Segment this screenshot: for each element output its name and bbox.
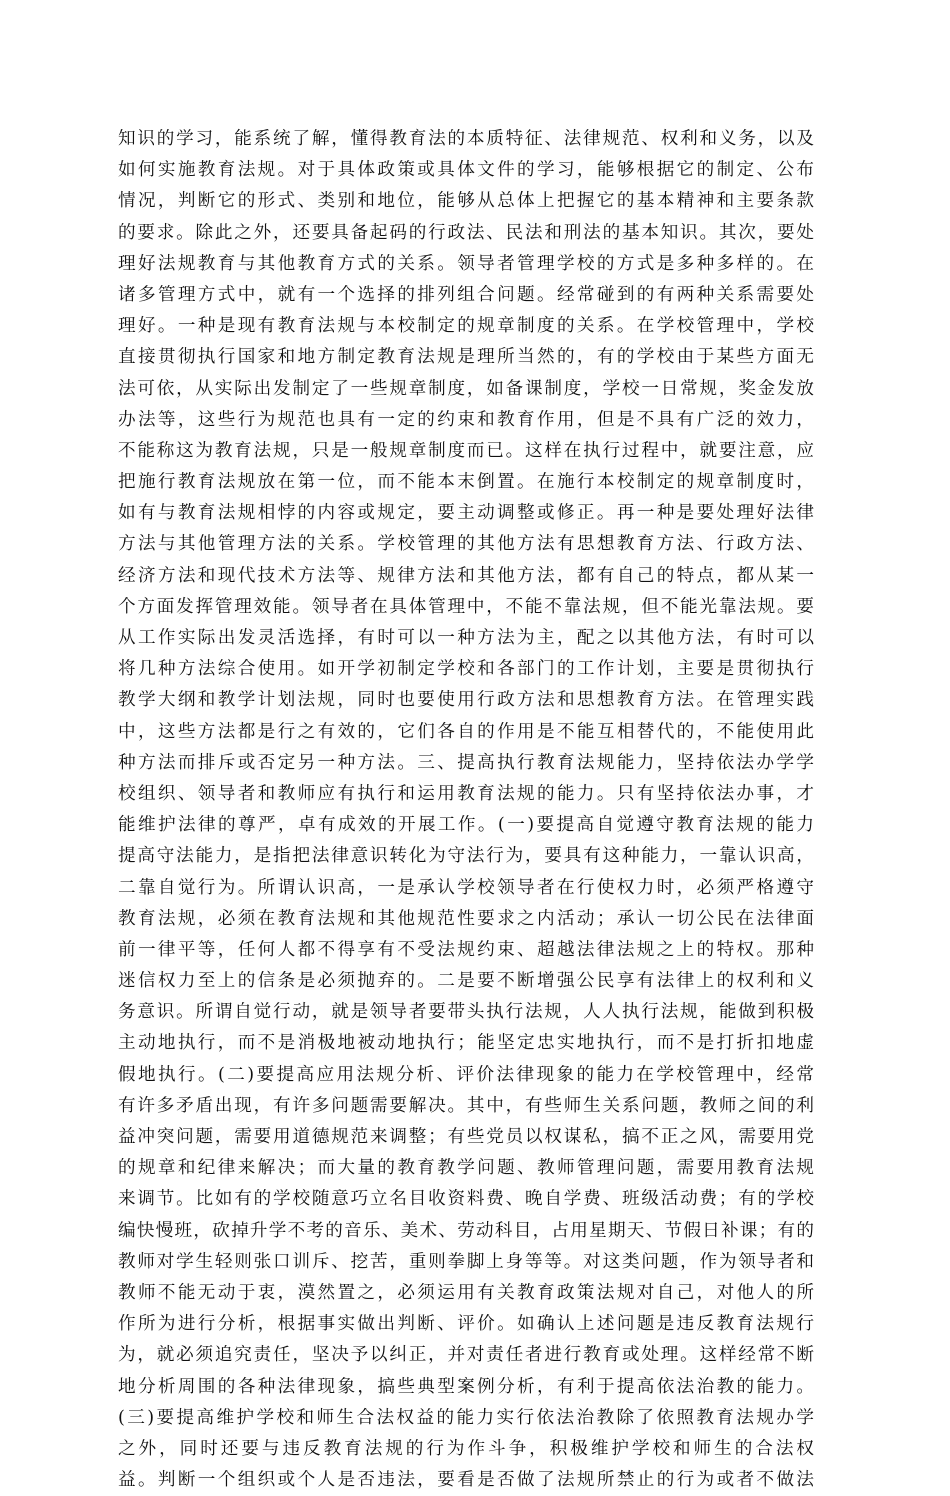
text-line: 理好。一种是现有教育法规与本校制定的规章制度的关系。在学校管理中，学校 (118, 316, 814, 337)
text-line: 益冲突问题，需要用道德规范来调整；有些党员以权谋私，搞不正之风，需要用党 (118, 1127, 814, 1147)
text-line: 不能称这为教育法规，只是一般规章制度而已。这样在执行过程中，就要注意，应 (118, 440, 814, 461)
text-line: 种方法而排斥或否定另一种方法。三、提高执行教育法规能力，坚持依法办学学 (118, 752, 814, 773)
text-line: 方法与其他管理方法的关系。学校管理的其他方法有思想教育方法、行政方法、 (118, 534, 814, 555)
text-line: 如有与教育法规相悖的内容或规定，要主动调整或修正。再一种是要处理好法律 (118, 503, 814, 524)
text-line: 中，这些方法都是行之有效的，它们各自的作用是不能互相替代的，不能使用此 (118, 721, 814, 742)
text-line: 教育法规，必须在教育法规和其他规范性要求之内活动；承认一切公民在法律面 (118, 908, 814, 929)
text-line: 主动地执行，而不是消极地被动地执行；能坚定忠实地执行，而不是打折扣地虚 (118, 1033, 814, 1054)
text-line: 的要求。除此之外，还要具备起码的行政法、民法和刑法的基本知识。其次，要处 (118, 222, 814, 243)
text-line: 将几种方法综合使用。如开学初制定学校和各部门的工作计划，主要是贯彻执行 (118, 659, 814, 680)
text-line: 理好法规教育与其他教育方式的关系。领导者管理学校的方式是多种多样的。在 (118, 253, 814, 274)
text-line: 二靠自觉行为。所谓认识高，一是承认学校领导者在行使权力时，必须严格遵守 (118, 877, 814, 898)
text-line: 为，就必须追究责任，坚决予以纠正，并对责任者进行教育或处理。这样经常不断 (118, 1345, 814, 1366)
text-line: 办法等，这些行为规范也具有一定的约束和教育作用，但是不具有广泛的效力， (118, 409, 814, 430)
text-line: 把施行教育法规放在第一位，而不能本末倒置。在施行本校制定的规章制度时， (118, 472, 814, 493)
text-line: 有许多矛盾出现，有许多问题需要解决。其中，有些师生关系问题，教师之间的利 (118, 1095, 814, 1116)
text-line: 如何实施教育法规。对于具体政策或具体文件的学习，能够根据它的制定、公布 (118, 160, 814, 181)
text-line: 从工作实际出发灵活选择，有时可以一种方法为主，配之以其他方法，有时可以 (118, 628, 814, 648)
text-line: 务意识。所谓自觉行动，就是领导者要带头执行法规，人人执行法规，能做到积极 (118, 1002, 814, 1023)
text-line: 地分析周围的各种法律现象，搞些典型案例分析，有利于提高依法治教的能力。 (118, 1376, 814, 1397)
text-line: 作所为进行分析，根据事实做出判断、评价。如确认上述问题是违反教育法规行 (118, 1314, 814, 1335)
text-line: 教师对学生轻则张口训斥、挖苦，重则拳脚上身等等。对这类问题，作为领导者和 (118, 1251, 814, 1272)
text-line: (三)要提高维护学校和师生合法权益的能力实行依法治教除了依照教育法规办学 (118, 1407, 814, 1428)
body-text (118, 124, 814, 1496)
text-line: 个方面发挥管理效能。领导者在具体管理中，不能不靠法规，但不能光靠法规。要 (118, 596, 814, 617)
text-line: 益。判断一个组织或个人是否违法，要看是否做了法规所禁止的行为或者不做法 (118, 1470, 814, 1491)
text-line: 的规章和纪律来解决；而大量的教育教学问题、教师管理问题，需要用教育法规 (118, 1158, 814, 1179)
text-line: 教学大纲和教学计划法规，同时也要使用行政方法和思想教育方法。在管理实践 (118, 690, 814, 711)
text-line: 知识的学习，能系统了解，懂得教育法的本质特征、法律规范、权利和义务，以及 (118, 129, 814, 149)
text-line: 直接贯彻执行国家和地方制定教育法规是理所当然的，有的学校由于某些方面无 (118, 347, 814, 368)
text-line: 提高守法能力，是指把法律意识转化为守法行为，要具有这种能力，一靠认识高， (118, 846, 814, 867)
text-line: 情况，判断它的形式、类别和地位，能够从总体上把握它的基本精神和主要条款 (118, 191, 814, 212)
text-line: 迷信权力至上的信条是必须抛弃的。二是要不断增强公民享有法律上的权利和义 (118, 971, 814, 992)
text-line: 教师不能无动于衷，漠然置之，必须运用有关教育政策法规对自己，对他人的所 (118, 1282, 814, 1303)
text-line: 之外，同时还要与违反教育法规的行为作斗争，积极维护学校和师生的合法权 (118, 1438, 814, 1459)
text-line: 诸多管理方式中，就有一个选择的排列组合问题。经常碰到的有两种关系需要处 (118, 284, 814, 305)
text-line: 能维护法律的尊严，卓有成效的开展工作。(一)要提高自觉遵守教育法规的能力 (118, 815, 814, 836)
text-line: 经济方法和现代技术方法等、规律方法和其他方法，都有自己的特点，都从某一 (118, 565, 814, 586)
text-line: 来调节。比如有的学校随意巧立名目收资料费、晚自学费、班级活动费；有的学校 (118, 1189, 814, 1210)
text-line: 编快慢班，砍掉升学不考的音乐、美术、劳动科目，占用星期天、节假日补课；有的 (118, 1220, 814, 1241)
text-line: 校组织、领导者和教师应有执行和运用教育法规的能力。只有坚持依法办事，才 (118, 783, 814, 804)
text-line: 前一律平等，任何人都不得享有不受法规约束、超越法律法规之上的特权。那种 (118, 939, 814, 960)
text-line: 假地执行。(二)要提高应用法规分析、评价法律现象的能力在学校管理中，经常 (118, 1064, 814, 1085)
text-line: 法可依，从实际出发制定了一些规章制度，如备课制度，学校一日常规，奖金发放 (118, 378, 814, 399)
